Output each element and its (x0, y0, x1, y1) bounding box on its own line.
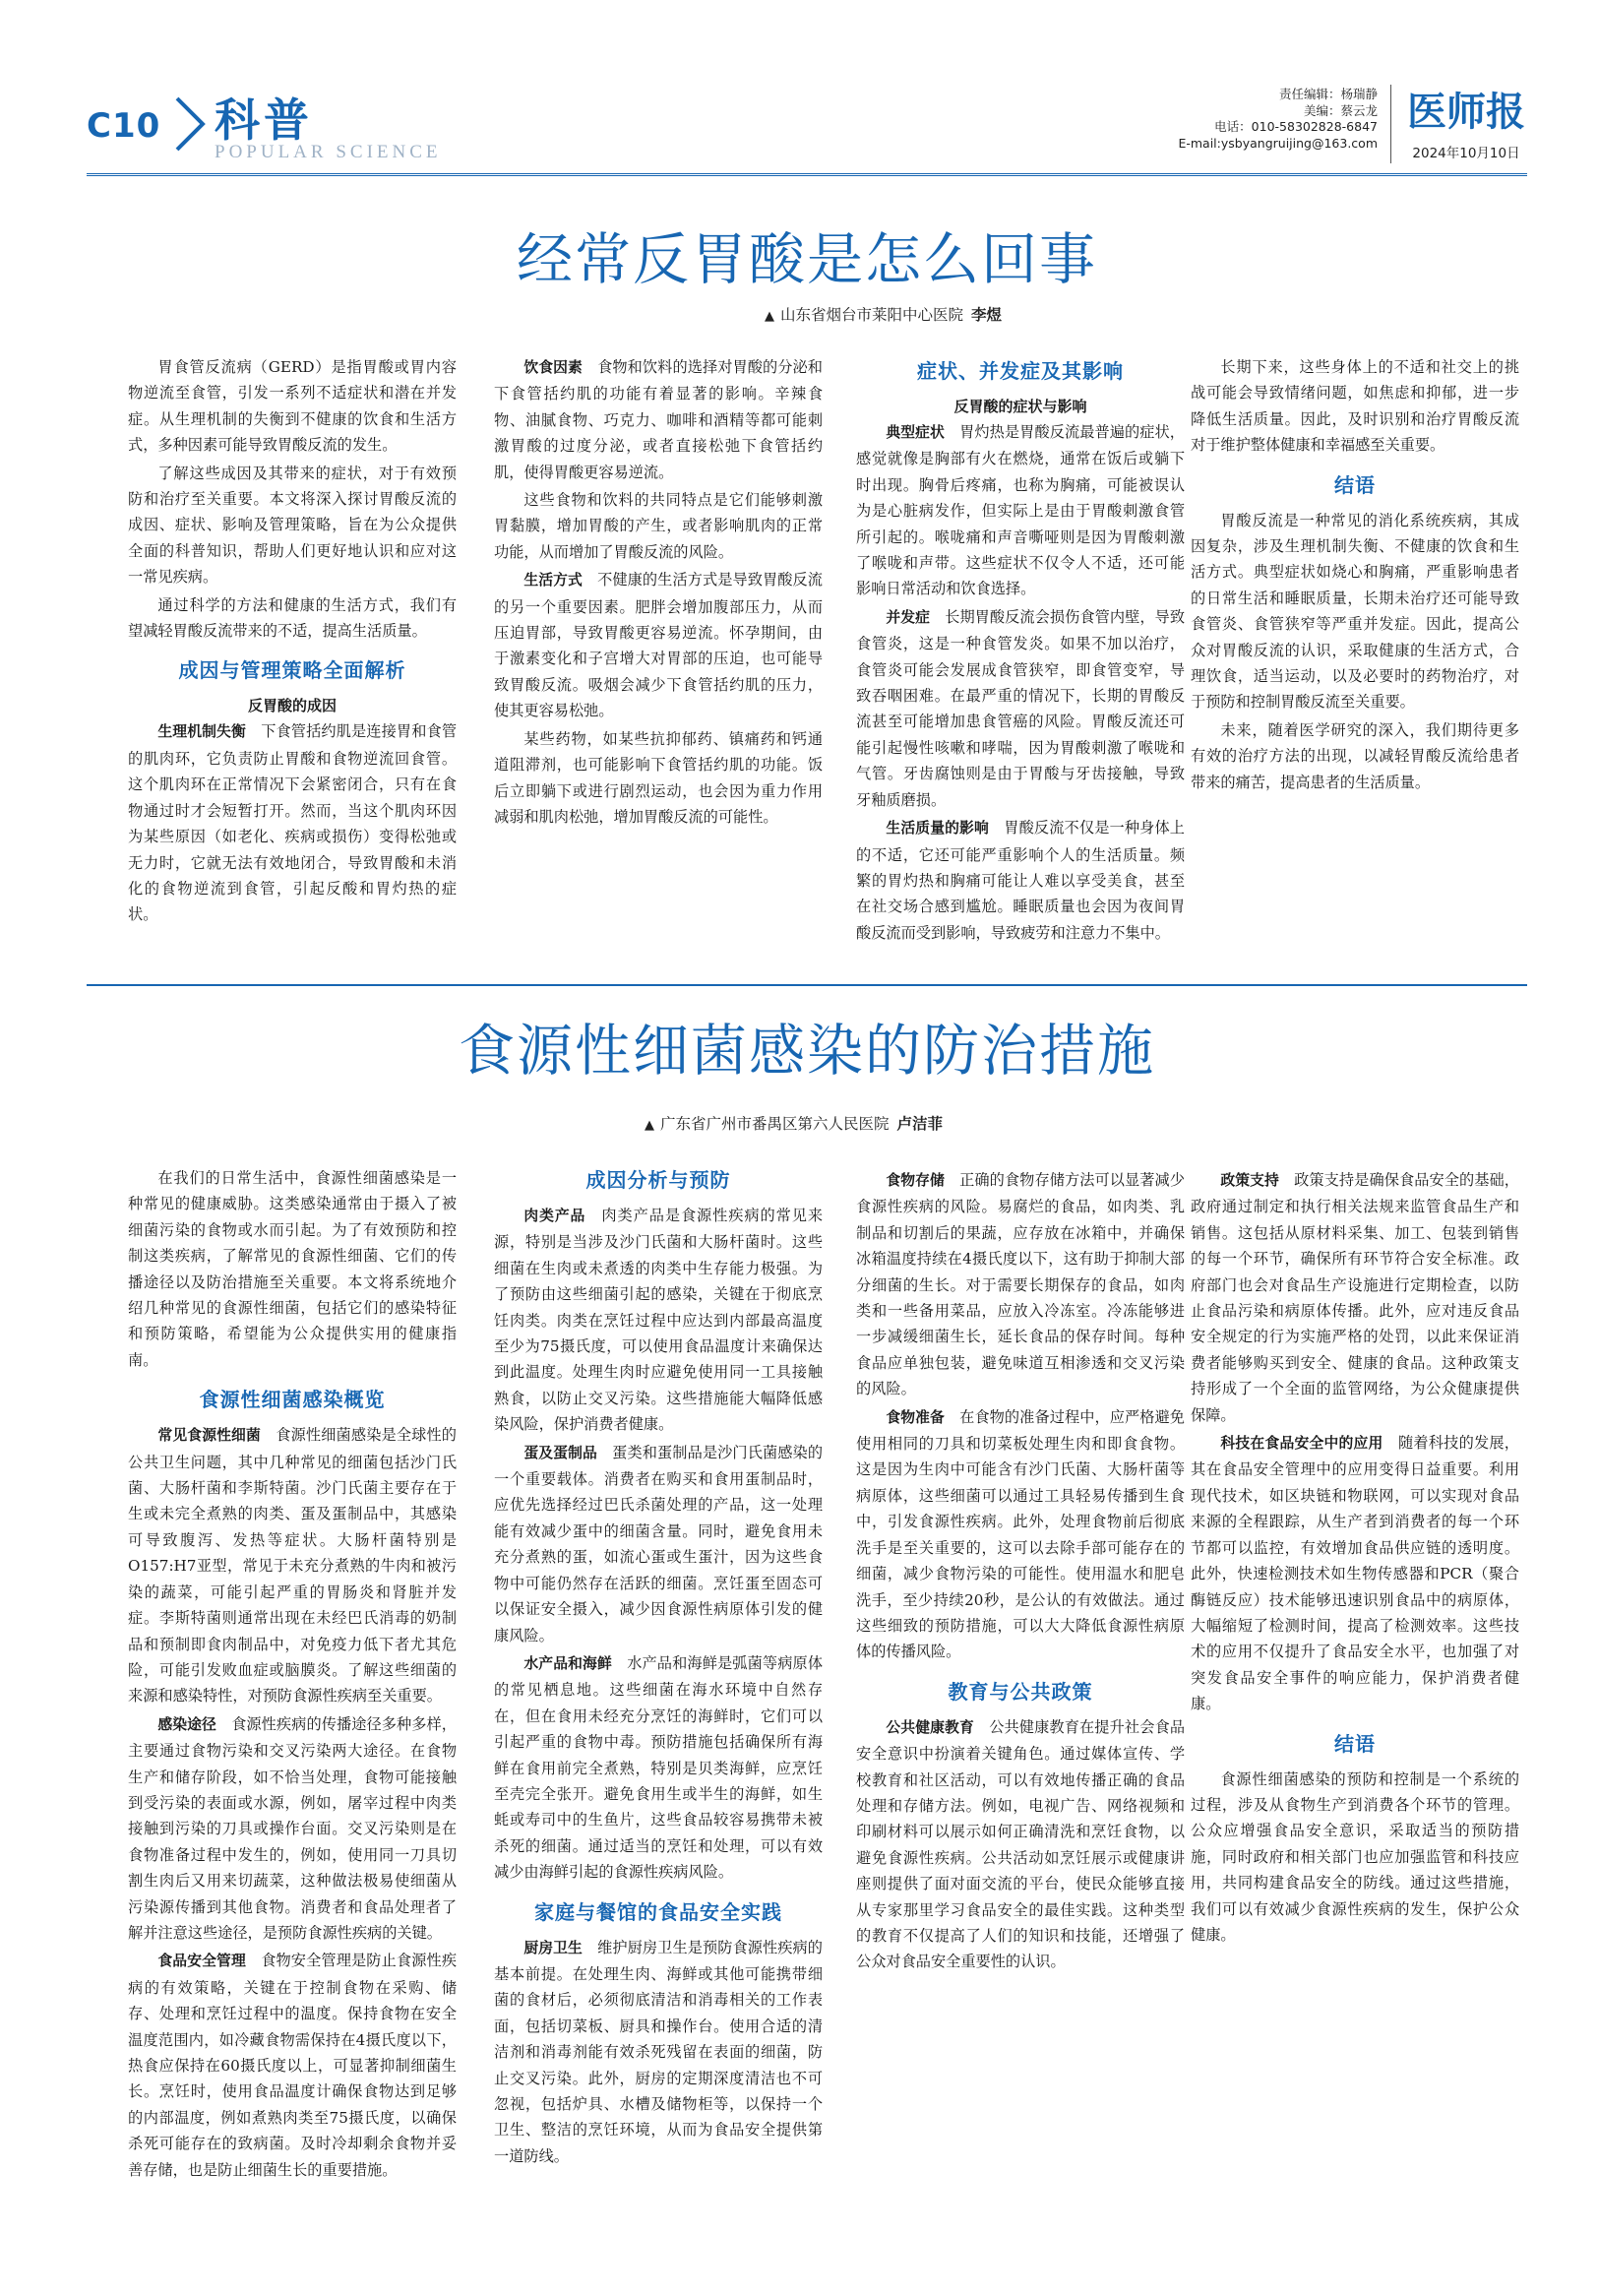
paragraph: 胃食管反流病（GERD）是指胃酸或胃内容物逆流至食管，引发一系列不适症状和潜在并发症。从生理机制的失衡到不健康的饮食和生活方式，多种因素可能导致胃酸反流的发生。 (128, 358, 457, 455)
paragraph: 典型症状 胃灼热是胃酸反流最普遍的症状，感觉就像是胸部有火在燃烧，通常在饭后或躺下时出现。胸骨后疼痛，也称为胸痛，可能被误认为是心脏病发作，但实际上是由于胃酸刺激食管所引起的。喉咙痛和声音嘶哑则是因为胃酸刺激了喉咙和声带。这些症状不仅令人不适，还可能影响日常活动和饮食选择。 (856, 423, 1185, 598)
term: 水产品和海鲜 (523, 1654, 612, 1672)
paragraph: 生活质量的影响 胃酸反流不仅是一种身体上的不适，它还可能严重影响个人的生活质量。频繁的胃灼热和胸痛可能让人难以享受美食，甚至在社交场合感到尴尬。睡眠质量也会因为夜间胃酸反流而受到影响，导致疲劳和注意力不集中。 (856, 819, 1185, 942)
article1-heading-symptoms: 症状、并发症及其影响 (917, 359, 1124, 383)
article-divider (87, 984, 1527, 986)
term: 肉类产品 (523, 1208, 586, 1224)
article1-subheading-symptoms: 反胃酸的症状与影响 (953, 398, 1087, 415)
term: 感染途径 (157, 1715, 216, 1733)
triangle-icon: ▲ (644, 1118, 654, 1133)
paragraph: 在我们的日常生活中，食源性细菌感染是一种常见的健康威胁。这类感染通常由于摄入了被细菌污染的食物或水而引起。为了有效预防和控制这类疾病，了解常见的食源性细菌、它们的传播途径以及防治措施至关重要。本文将系统地介绍几种常见的食源性细菌，包括它们的感染特征和预防策略，希望能为公众提供实用的健康指南。 (128, 1169, 457, 1369)
term: 典型症状 (886, 424, 945, 441)
paragraph: 胃酸反流是一种常见的消化系统疾病，其成因复杂，涉及生理机制失衡、不健康的饮食和生活方式。典型症状如烧心和胸痛，严重影响患者的日常生活和睡眠质量，长期未治疗还可能导致食管炎、食管狭窄等严重并发症。因此，提高公众对胃酸反流的认识，采取健康的生活方式，合理饮食，适当运动，以及必要时的药物治疗，对于预防和控制胃酸反流至关重要。 (1191, 511, 1519, 712)
paragraph: 常见食源性细菌 食源性细菌感染是全球性的公共卫生问题，其中几种常见的细菌包括沙门氏菌、大肠杆菌和李斯特菌。沙门氏菌主要存在于生或未完全煮熟的肉类、蛋及蛋制品中，其感染可导致腹泻、发热等症状。大肠杆菌特别是O157:H7亚型，常见于未充分煮熟的牛肉和被污染的蔬菜，可能引起严重的胃肠炎和肾脏并发症。李斯特菌则通常出现在未经巴氏消毒的奶制品和预制即食肉制品中，对免疫力低下者尤其危险，可能引发败血症或脑膜炎。了解这些细菌的来源和感染特性，对预防食源性疾病至关重要。 (128, 1426, 457, 1706)
paragraph: 生理机制失衡 下食管括约肌是连接胃和食管的肌肉环，它负责防止胃酸和食物逆流回食管。这个肌肉环在正常情况下会紧密闭合，只有在食物通过时才会短暂打开。然而，当这个肌肉环因为某些原因（如老化、疾病或损伤）变得松弛或无力时，它就无法有效地闭合，导致胃酸和未消化的食物逆流到食管，引起反酸和胃灼热的症状。 (128, 722, 458, 924)
article2-heading-overview: 食源性细菌感染概览 (199, 1388, 386, 1412)
term: 饮食因素 (523, 359, 583, 376)
paragraph: 蛋及蛋制品 蛋类和蛋制品是沙门氏菌感染的一个重要载体。消费者在购买和食用蛋制品时，应优先选择经过巴氏杀菌处理的产品，这一处理能有效减少蛋中的细菌含量。同时，避免食用未充分煮熟的蛋，如流心蛋或生蛋汁，因为这些食物中可能仍然存在活跃的细菌。烹饪蛋至固态可以保证安全摄入，减少因食源性病原体引发的健康风险。 (494, 1443, 824, 1644)
article1-heading-conclusion: 结语 (1334, 472, 1376, 497)
page-number: C10 (87, 106, 161, 146)
article1-column-4 (1191, 354, 1519, 795)
article2-heading-practice: 家庭与餐馆的食品安全实践 (534, 1899, 782, 1924)
paragraph: 厨房卫生 维护厨房卫生是预防食源性疾病的基本前提。在处理生肉、海鲜或其他可能携带细菌的食材后，必须彻底清洁和消毒相关的工作表面，包括切菜板、厨具和操作台。使用合适的清洁剂和消毒剂能有效杀死残留在表面的细菌，防止交叉污染。此外，厨房的定期深度清洁也不可忽视，包括炉具、水槽及储物柜等，以保持一个卫生、整洁的烹饪环境，从而为食品安全提供第一道防线。 (494, 1938, 823, 2165)
section-title: 科普 (215, 93, 313, 147)
paragraph: 某些药物，如某些抗抑郁药、镇痛药和钙通道阻滞剂，也可能影响下食管括约肌的功能。饭后立即躺下或进行剧烈运动，也会因为重力作用减弱和肌肉松弛，增加胃酸反流的可能性。 (494, 729, 823, 826)
article2-heading-conclusion: 结语 (1334, 1731, 1376, 1756)
paragraph: 这些食物和饮料的共同特点是它们能够刺激胃黏膜，增加胃酸的产生，或者影响肌肉的正常功能，从而增加了胃酸反流的风险。 (494, 491, 823, 561)
section-title-en: POPULAR SCIENCE (215, 142, 442, 162)
article1-column-3 (856, 354, 1185, 946)
newspaper-logo: 医师报 (1407, 89, 1525, 135)
header-divider (1390, 85, 1391, 163)
term: 常见食源性细菌 (157, 1427, 261, 1445)
paragraph: 食源性细菌感染的预防和控制是一个系统的过程，涉及从食物生产到消费各个环节的管理。公众应增强食品安全意识，采取适当的预防措施，同时政府和相关部门也应加强监管和科技应用，共同构建食品安全的防线。通过这些措施，我们可以有效减少食源性疾病的发生，保护公众健康。 (1191, 1769, 1519, 1944)
paragraph: 科技在食品安全中的应用 随着科技的发展，其在食品安全管理中的应用变得日益重要。利用现代技术，如区块链和物联网，可以实现对食品来源的全程跟踪，从生产者到消费者的每一个环节都可以监控，有效增加食品供应链的透明度。此外，快速检测技术如生物传感器和PCR（聚合酶链反应）技术能够迅速识别食品中的病原体，大幅缩短了检测时间，提高了检测效率。这些技术的应用不仅提升了食品安全水平，也加强了对突发食品安全事件的响应能力，保护消费者健康。 (1191, 1434, 1519, 1713)
paragraph: 肉类产品 肉类产品是食源性疾病的常见来源，特别是当涉及沙门氏菌和大肠杆菌时。这些细菌在生肉或未煮透的肉类中生存能力极强。为了预防由这些细菌引起的感染，关键在于彻底烹饪肉类。肉类在烹饪过程中应达到内部最高温度至少为75摄氏度，可以使用食品温度计来确保达到此温度。处理生肉时应避免使用同一工具接触熟食，以防止交叉污染。这些措施能大幅降低感染风险，保护消费者健康。 (494, 1207, 823, 1434)
term: 食物准备 (886, 1408, 945, 1426)
chevron-right-icon (173, 94, 209, 154)
paragraph: 通过科学的方法和健康的生活方式，我们有望减轻胃酸反流带来的不适，提高生活质量。 (128, 595, 457, 641)
paragraph: 食物存储 正确的食物存储方法可以显著减少食源性疾病的风险。易腐烂的食品，如肉类、乳制品和切割后的果蔬，应存放在冰箱中，并确保冰箱温度持续在4摄氏度以下，这有助于抑制大部分细菌的生长。对于需要长期保存的食品，如肉类和一些备用菜品，应放入冷冻室。冷冻能够进一步减缓细菌生长，延长食品的保存时间。每种食品应单独包装，避免味道互相渗透和交叉污染的风险。 (856, 1171, 1185, 1398)
contact-email: E-mail:ysbyangruijing@163.com (1178, 135, 1378, 151)
term: 食物存储 (886, 1172, 945, 1189)
paragraph: 食物准备 在食物的准备过程中，应严格避免使用相同的刀具和切菜板处理生肉和即食食物。这是因为生肉中可能含有沙门氏菌、大肠杆菌等病原体，这些细菌可以通过工具轻易传播到生食中，引发食源性疾病。此外，处理食物前后彻底洗手是至关重要的，这可以去除手部可能存在的细菌，减少食物污染的可能性。使用温水和肥皂洗手，至少持续20秒，是公认的有效做法。通过这些细致的预防措施，可以大大降低食源性病原体的传播风险。 (856, 1407, 1185, 1661)
paragraph: 了解这些成因及其带来的症状，对于有效预防和治疗至关重要。本文将深入探讨胃酸反流的成因、症状、影响及管理策略，旨在为公众提供全面的科普知识，帮助人们更好地认识和应对这一常见疾病。 (128, 464, 457, 587)
term: 科技在食品安全中的应用 (1220, 1435, 1383, 1453)
term: 政策支持 (1220, 1172, 1279, 1189)
article2-column-4 (1191, 1165, 1519, 1948)
article1-author-name: 李煜 (970, 306, 1002, 324)
paragraph: 并发症 长期胃酸反流会损伤食管内壁，导致食管炎，这是一种食管发炎。如果不加以治疗，食管炎可能会发展成食管狭窄，即食管变窄，导致吞咽困难。在最严重的情况下，长期的胃酸反流甚至可能增加患食管癌的风险。胃酸反流还可能引起慢性咳嗽和哮喘，因为胃酸刺激了喉咙和气管。牙齿腐蚀则是由于胃酸与牙齿接触，导致牙釉质磨损。 (856, 607, 1186, 809)
editor-credits (1082, 87, 1378, 152)
paragraph: 政策支持 政策支持是确保食品安全的基础，政府通过制定和执行相关法规来监管食品生产和销售。这包括从原材料采集、加工、包装到销售的每一个环节，确保所有环节符合安全标准。政府部门也会对食品生产设施进行定期检查，以防止食品污染和病原体传播。此外，应对违反食品安全规定的行为实施严格的处罚，以此来保证消费者能够购买到安全、健康的食品。这种政策支持形成了一个全面的监管网络，为公众健康提供保障。 (1191, 1171, 1519, 1424)
paragraph: 水产品和海鲜 水产品和海鲜是弧菌等病原体的常见栖息地。这些细菌在海水环境中自然存在，但在食用未经充分烹饪的海鲜时，它们可以引起严重的食物中毒。预防措施包括确保所有海鲜在食用前完全煮熟，特别是贝类海鲜，应烹饪至壳完全张开。避免食用生或半生的海鲜，如生蚝或寿司中的生鱼片，这些食品较容易携带未被杀死的细菌。通过适当的烹饪和处理，可以有效减少由海鲜引起的食源性疾病风险。 (494, 1653, 824, 1882)
article2-author-org: 广东省广州市番禺区第六人民医院 (659, 1115, 890, 1133)
term: 食品安全管理 (157, 1953, 246, 1970)
article2-column-3 (856, 1165, 1185, 1975)
term: 生理机制失衡 (157, 723, 246, 741)
article2-author-name: 卢洁菲 (896, 1115, 943, 1133)
article1-heading-causes: 成因与管理策略全面解析 (178, 658, 406, 683)
term: 生活质量的影响 (886, 820, 989, 838)
article2-title: 食源性细菌感染的防治措施 (459, 1019, 1155, 1084)
paragraph: 生活方式 不健康的生活方式是导致胃酸反流的另一个重要因素。肥胖会增加腹部压力，从而压迫胃部，导致胃酸更容易逆流。怀孕期间，由于激素变化和子宫增大对胃部的压迫，也可能导致胃酸反流。吸烟会减少下食管括约肌的压力，使其更容易松弛。 (494, 571, 823, 720)
term: 公共健康教育 (886, 1718, 974, 1736)
term: 厨房卫生 (523, 1939, 583, 1956)
paragraph: 感染途径 食源性疾病的传播途径多种多样，主要通过食物污染和交叉污染两大途径。在食物生产和储存阶段，如不恰当处理，食物可能接触到受污染的表面或水源，例如，屠宰过程中肉类接触到污染的刀具或操作台面。交叉污染则是在食物准备过程中发生的，例如，使用同一刀具切割生肉后又用来切蔬菜，这种做法极易使细菌从污染源传播到其他食物。消费者和食品处理者了解并注意这些途径，是预防食源性疾病的关键。 (128, 1714, 457, 1942)
contact-phone: 电话：010-58302828-6847 (1214, 119, 1378, 134)
paragraph: 未来，随着医学研究的深入，我们期待更多有效的治疗方法的出现，以减轻胃酸反流给患者带来的痛苦，提高患者的生活质量。 (1191, 720, 1519, 791)
article1-title: 经常反胃酸是怎么回事 (517, 227, 1097, 292)
term: 生活方式 (523, 572, 583, 590)
article1-byline (313, 303, 1002, 325)
term: 蛋及蛋制品 (523, 1444, 597, 1461)
article2-column-1 (128, 1165, 457, 2183)
article1-column-1 (128, 354, 457, 928)
article1-subheading-causes: 反胃酸的成因 (247, 697, 337, 715)
article1-column-2 (494, 354, 823, 830)
paragraph: 食品安全管理 食物安全管理是防止食源性疾病的有效策略，关键在于控制食物在采购、储存、处理和烹饪过程中的温度。保持食物在安全温度范围内，如冷藏食物需保持在4摄氏度以下，热食应保持在60摄氏度以上，可显著抑制细菌生长。烹饪时，使用食品温度计确保食物达到足够的内部温度，例如煮熟肉类至75摄氏度，以确保杀死可能存在的致病菌。及时冷却剩余食物并妥善存储，也是防止细菌生长的重要措施。 (128, 1952, 458, 2179)
article2-column-2 (494, 1165, 823, 2169)
article1-author-org: 山东省烟台市莱阳中心医院 (779, 306, 963, 324)
art-editor-name: 美编：蔡云龙 (1303, 102, 1378, 118)
term: 并发症 (886, 608, 930, 626)
header-rule (87, 173, 1527, 176)
issue-date: 2024年10月10日 (1412, 146, 1520, 161)
paragraph: 饮食因素 食物和饮料的选择对胃酸的分泌和下食管括约肌的功能有着显著的影响。辛辣食物、油腻食物、巧克力、咖啡和酒精等都可能刺激胃酸的过度分泌，或者直接松弛下食管括约肌，使得胃酸更容易逆流。 (494, 358, 823, 481)
paragraph: 公共健康教育 公共健康教育在提升社会食品安全意识中扮演着关键角色。通过媒体宣传、学校教育和社区活动，可以有效地传播正确的食品处理和存储方法。例如，电视广告、网络视频和印刷材料可以展示如何正确清洗和烹饪食物，以避免食源性疾病。公共活动如烹饪展示或健康讲座则提供了面对面交流的平台，使民众能够直接从专家那里学习食品安全的最佳实践。这种类型的教育不仅提高了人们的知识和技能，还增强了公众对食品安全重要性的认识。 (856, 1717, 1186, 1971)
article2-heading-causes: 成因分析与预防 (585, 1168, 731, 1192)
paragraph: 长期下来，这些身体上的不适和社交上的挑战可能会导致情绪问题，如焦虑和抑郁，进一步降低生活质量。因此，及时识别和治疗胃酸反流对于维护整体健康和幸福感至关重要。 (1191, 358, 1519, 455)
triangle-icon: ▲ (764, 309, 774, 324)
article2-heading-education: 教育与公共政策 (948, 1679, 1093, 1704)
article2-byline (254, 1112, 943, 1134)
editor-name: 责任编辑：杨瑞静 (1278, 87, 1378, 101)
